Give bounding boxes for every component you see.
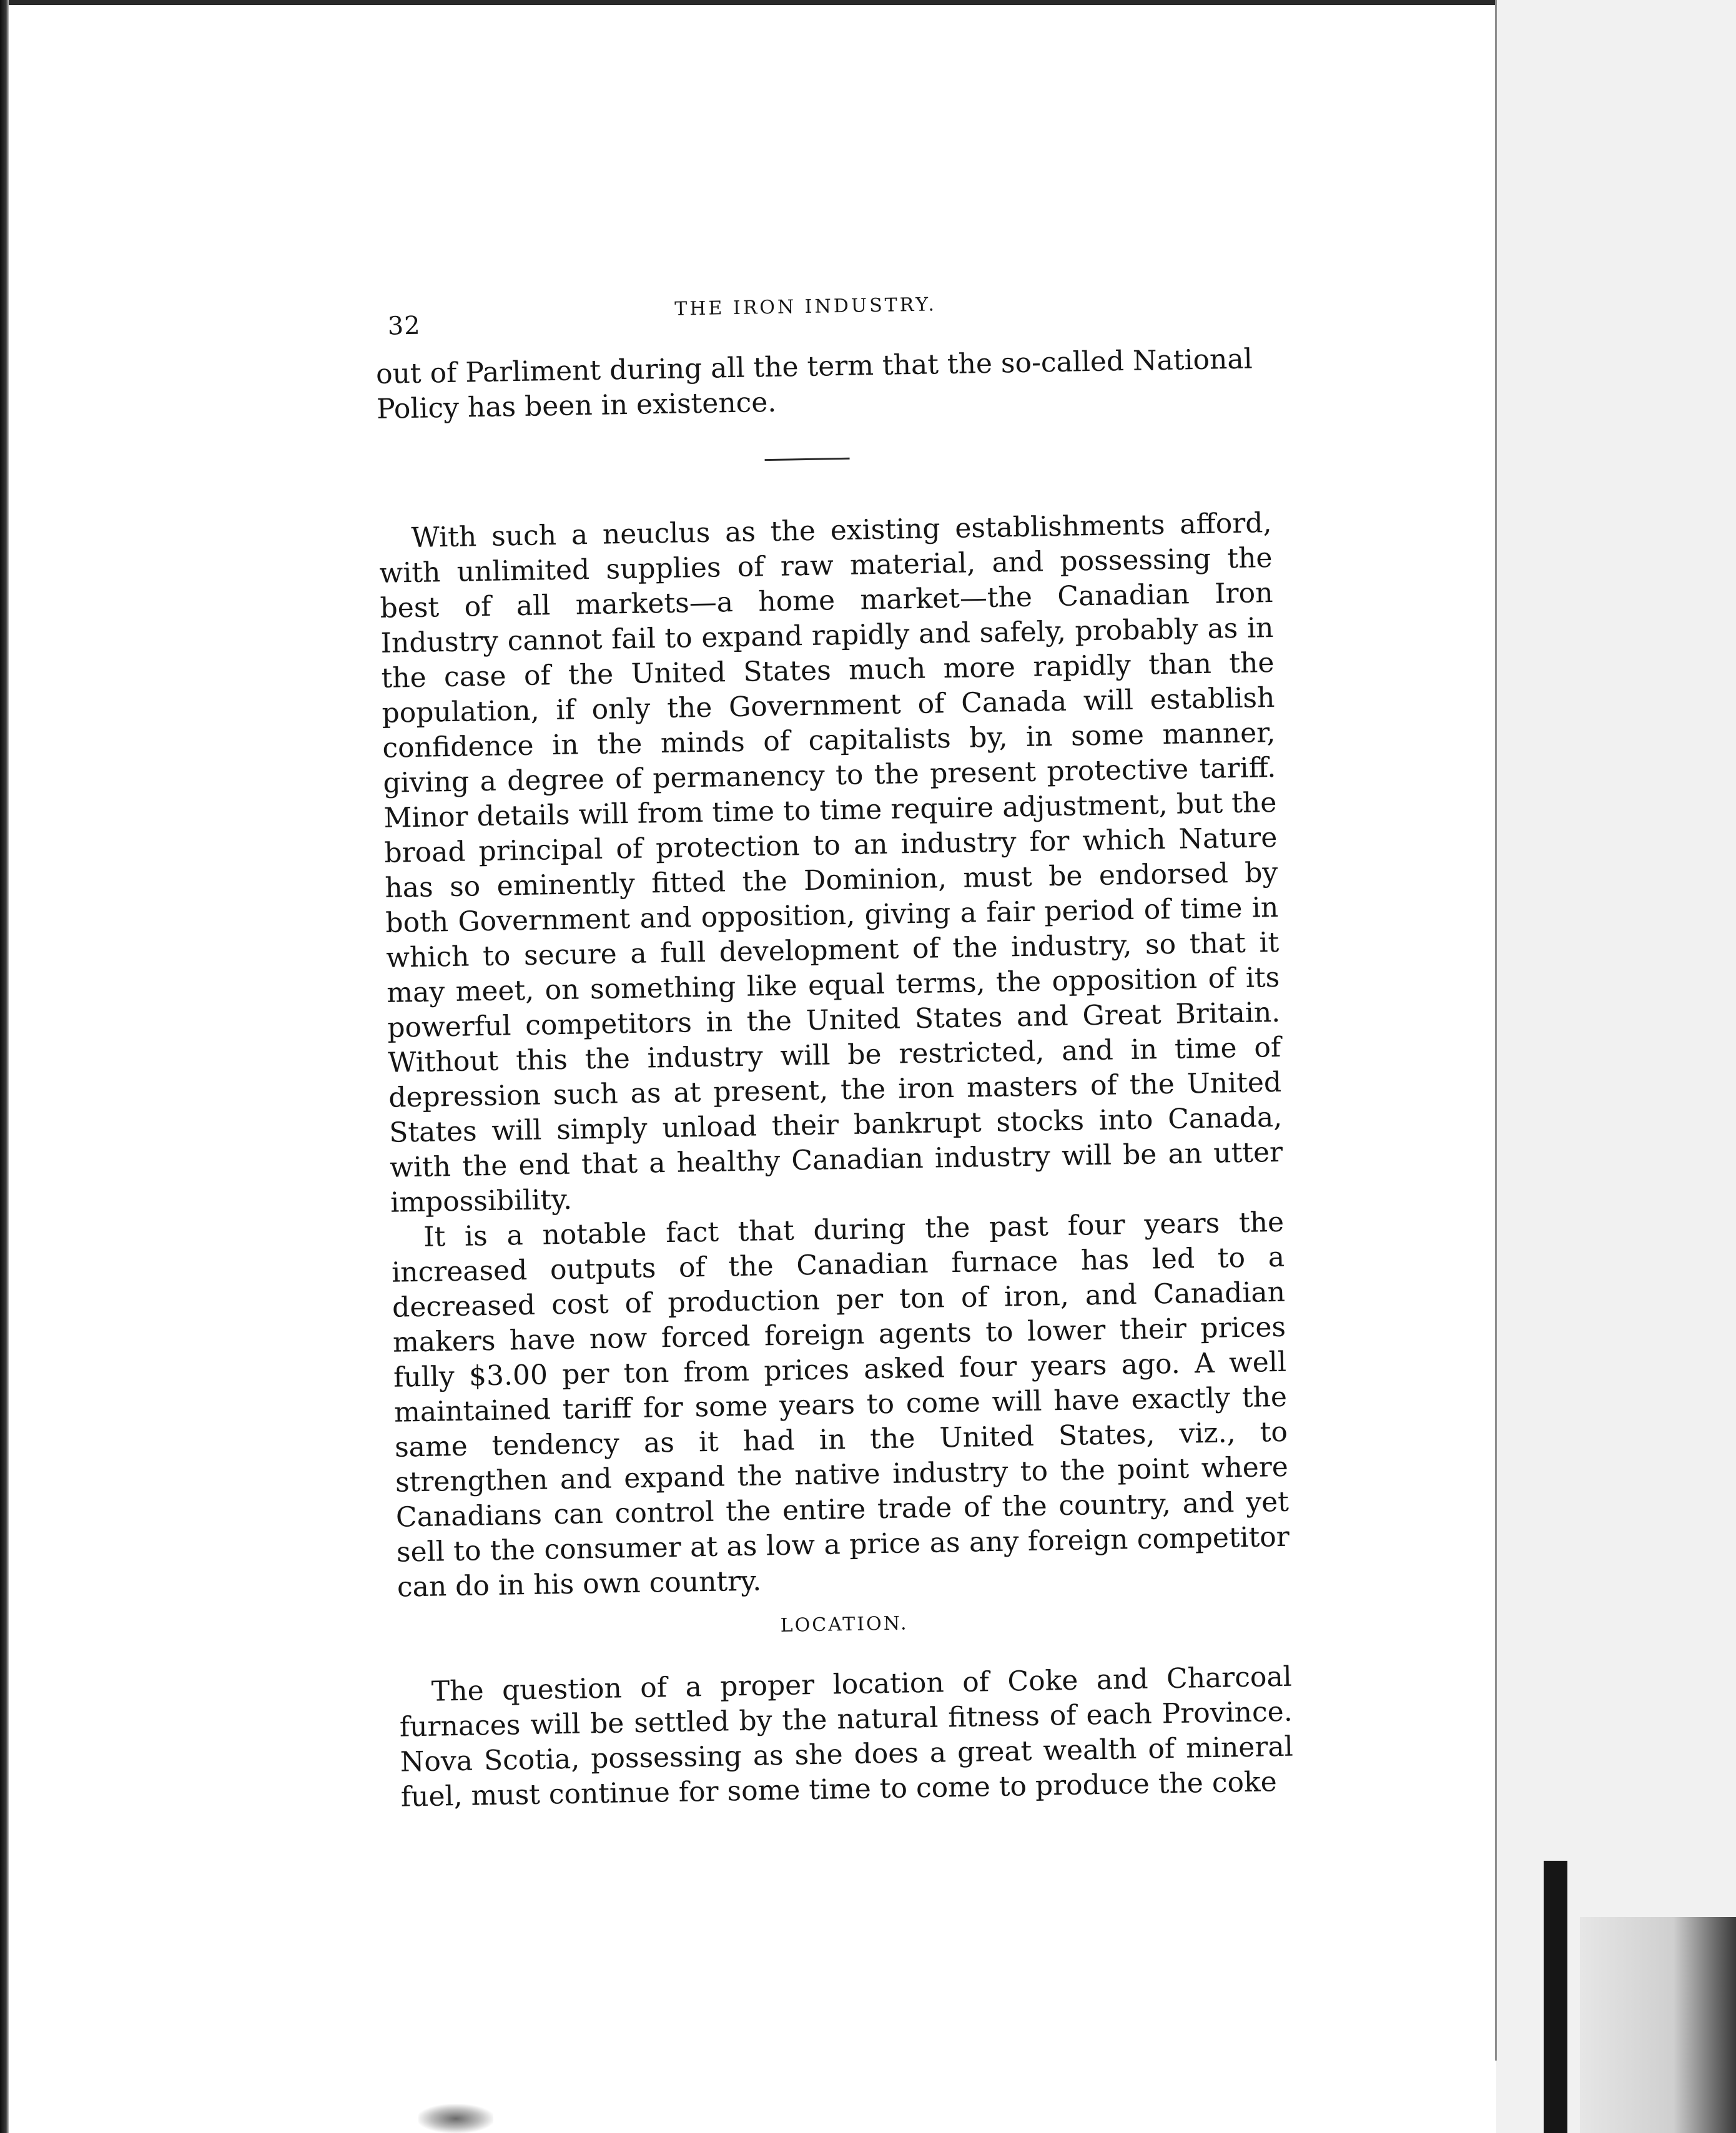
paragraph-tariff: With such a neuclus as the existing establishments afford, with unlimited supplies of raw material, and possessing the best of all markets—a home market—the Canadian Iron Industry cannot fail to expand rapidly and safely, probably as in the case of the United States much more rapidly than the population, if only the Government of Canada will establish confidence in the minds of capitalists by, in some manner, giving a degree of permanency to the present protective tariff. Minor details will from time to time require adjustment, but the broad principal of protection to an industry for which Nature has so eminently fitted the Dominion, must be endorsed by both Government and opposition, giving a fair period of time in which to secure a full development of the industry, so that it may meet, on something like equal terms, the opposition of its powerful competitors in the United States and Great Britain. Without this the industry will be restricted, and in time of depression such as at present, the iron masters of the United States will simply unload their bankrupt stocks into Canada, with the end that a healthy Canadian industry will be an utter impossibility. [379,506,1283,1219]
section-heading-location: LOCATION. [780,1612,909,1637]
page-number: 32 [387,311,422,341]
paragraph-production-cost: It is a notable fact that during the past four years the increased outputs of the Canadian furnace has led to a decreased cost of production per ton of iron, and Canadian makers have now forced foreign agents to lower their prices fully $3.00 per ton from prices asked four years ago. A well maintained tariff for some years to come will have exactly the same tendency as it had in the United States, viz., to strengthen and expand the native industry to the point where Canadians can control the entire trade of the country, and yet sell to the consumer at as low a price as any foreign competitor can do in his own country. [391,1206,1290,1603]
book-page [375,284,1294,1815]
binding-shadow [1544,1861,1567,2133]
page-edge-line [1495,0,1497,2061]
binding-shadow-outer [1580,1917,1736,2133]
paragraph-location: The question of a proper location of Coke and Charcoal furnaces will be settled by the natural fitness of each Province. Nova Scotia, possessing as she does a great wealth of mineral fuel, must continue for some time to come to produce the coke [399,1660,1294,1813]
body-text [376,342,1295,1815]
running-head [375,284,1268,343]
section-separator-rule [765,458,850,461]
scan-border-left [0,0,9,2133]
running-title: THE IRON INDUSTRY. [674,293,937,320]
facing-page-margin [1496,0,1736,2133]
scan-smudge [418,2104,493,2133]
continued-paragraph: out of Parliment during all the term that the so-called National Policy has been in existence. [375,343,1253,425]
scan-border-top [0,0,1736,5]
